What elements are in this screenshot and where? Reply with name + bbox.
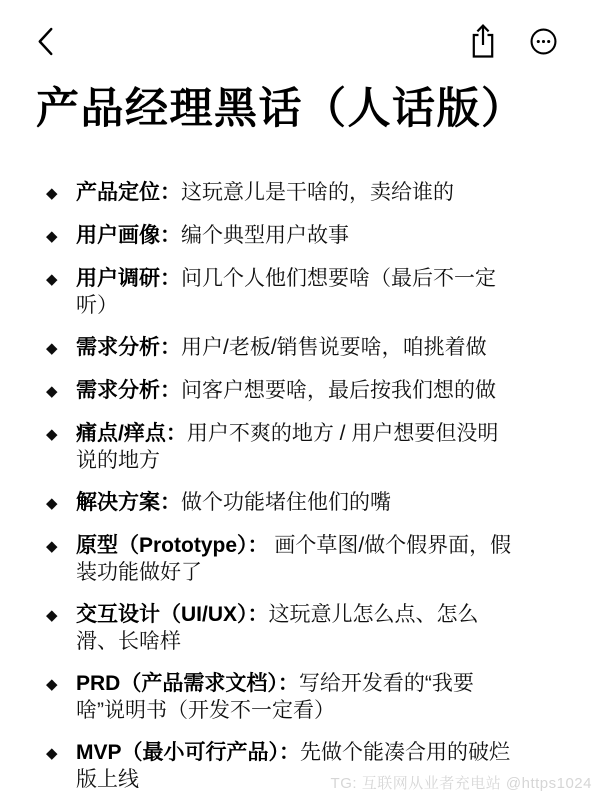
list-item-text: [76, 265, 518, 319]
list-item: [46, 334, 518, 362]
diamond-bullet-icon: ◆: [46, 425, 58, 443]
list-item-text: [76, 601, 518, 655]
term-description: 这玩意儿怎么点、怎么滑、长啥样: [76, 602, 479, 653]
list-item-text: [76, 489, 391, 517]
list-item: [46, 532, 518, 586]
list-item-text: [76, 179, 454, 207]
term-description: 先做个能凑合用的破烂版上线: [76, 740, 511, 791]
diamond-bullet-icon: ◆: [46, 537, 58, 555]
list-item: [46, 670, 518, 724]
term-label: 原型（Prototype）：: [76, 533, 269, 557]
term-description: 用户/老板/销售说要啥，咱挑着做: [181, 335, 487, 359]
diamond-bullet-icon: ◆: [46, 744, 58, 762]
term-label: 解决方案：: [76, 490, 181, 514]
share-button[interactable]: [470, 23, 496, 59]
term-label: 需求分析：: [76, 335, 181, 359]
page-title: 产品经理黑话（人话版）: [36, 85, 526, 133]
back-button[interactable]: [35, 26, 56, 57]
term-label: MVP（最小可行产品）：: [76, 740, 301, 764]
list-item-text: [76, 377, 496, 405]
ellipsis-circle-icon: [530, 28, 557, 55]
top-nav-bar: [0, 0, 600, 60]
diamond-bullet-icon: ◆: [46, 382, 58, 400]
list-item: [46, 179, 518, 207]
list-item: [46, 601, 518, 655]
diamond-bullet-icon: ◆: [46, 270, 58, 288]
term-label: 用户调研：: [76, 266, 181, 290]
list-item-text: [76, 532, 518, 586]
list-item-text: [76, 334, 487, 362]
watermark: TG: 互联网从业者充电站 @https1024: [330, 775, 592, 792]
term-label: 痛点/痒点：: [76, 421, 187, 445]
term-description: 写给开发看的“我要啥”说明书（开发不一定看）: [76, 671, 474, 722]
diamond-bullet-icon: ◆: [46, 227, 58, 245]
term-label: PRD（产品需求文档）：: [76, 671, 299, 695]
term-label: 产品定位：: [76, 180, 181, 204]
term-description: 问几个人他们想要啥（最后不一定听）: [76, 266, 496, 317]
list-item: [46, 420, 518, 474]
term-description: 问客户想要啥，最后按我们想的做: [181, 378, 496, 402]
list-item-text: [76, 670, 518, 724]
share-icon: [470, 23, 496, 59]
diamond-bullet-icon: ◆: [46, 184, 58, 202]
nav-actions: [470, 23, 557, 59]
list-item: [46, 265, 518, 319]
glossary-list: [46, 179, 518, 793]
chevron-left-icon: [35, 26, 56, 57]
list-item: [46, 377, 518, 405]
term-description: 用户不爽的地方 / 用户想要但没明说的地方: [76, 421, 499, 472]
term-description: 这玩意儿是干啥的，卖给谁的: [181, 180, 454, 204]
diamond-bullet-icon: ◆: [46, 339, 58, 357]
term-label: 用户画像：: [76, 223, 181, 247]
diamond-bullet-icon: ◆: [46, 494, 58, 512]
term-description: 做个功能堵住他们的嘴: [181, 490, 391, 514]
diamond-bullet-icon: ◆: [46, 606, 58, 624]
diamond-bullet-icon: ◆: [46, 675, 58, 693]
list-item: [46, 489, 518, 517]
term-label: 交互设计（UI/UX）：: [76, 602, 269, 626]
list-item-text: [76, 222, 349, 250]
more-button[interactable]: [530, 28, 557, 55]
term-description: 画个草图/做个假界面，假装功能做好了: [76, 533, 512, 584]
list-item: [46, 222, 518, 250]
term-description: 编个典型用户故事: [181, 223, 349, 247]
list-item-text: [76, 420, 518, 474]
term-label: 需求分析：: [76, 378, 181, 402]
